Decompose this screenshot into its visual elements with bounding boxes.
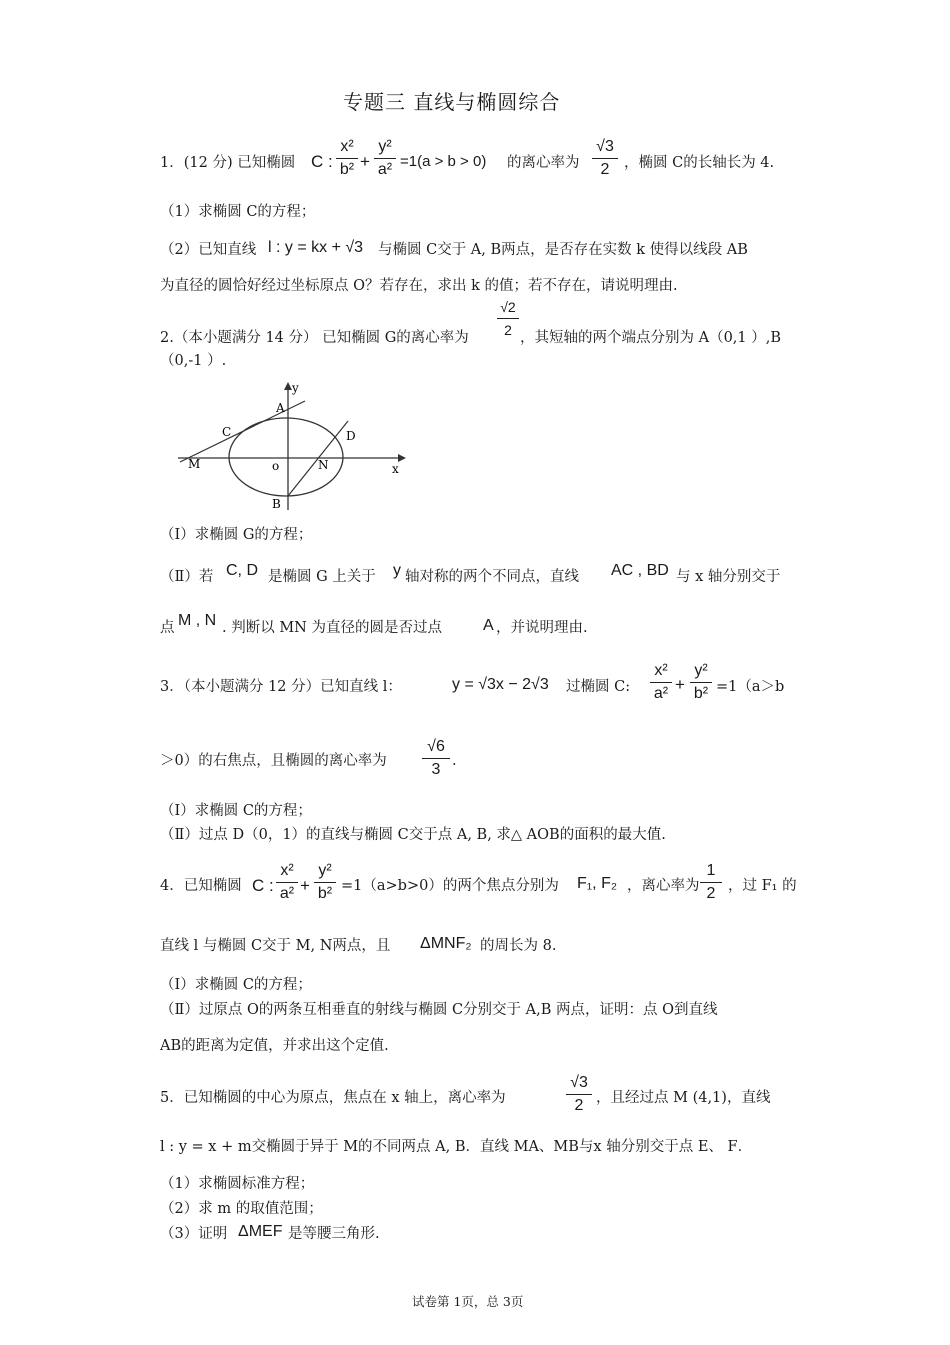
q3-part2: （Ⅱ）过点 D（0，1）的直线与椭圆 C交于点 A, B, 求△ AOB的面积的最大值. (160, 827, 666, 843)
page-title: 专题三 直线与椭圆综合 (343, 90, 561, 114)
q2-lead: 2.（本小题满分 14 分） 已知椭圆 G的离心率为 (160, 330, 469, 346)
label-m: M (188, 457, 201, 471)
q5-part2: （2）求 m 的取值范围； (160, 1201, 323, 1217)
q1-part1: （1）求椭圆 C的方程； (160, 204, 316, 220)
q4-ecc: 1 2 (700, 862, 722, 903)
q3-ecc: √6 3 (422, 738, 450, 779)
q3-part1: （Ⅰ）求椭圆 C的方程； (160, 803, 312, 819)
q1-eq-tail: =1(a > b > 0) (400, 153, 487, 170)
q4-lead: 4．已知椭圆 (160, 878, 242, 894)
label-n: N (318, 458, 329, 472)
q4-part1: （Ⅰ）求椭圆 C的方程； (160, 977, 312, 993)
ellipse-figure (170, 378, 415, 518)
q2-part1: （Ⅰ）求椭圆 G的方程； (160, 527, 313, 543)
y-axis-arrow (284, 382, 292, 390)
q3-line-eq: y = √3x − 2√3 (452, 676, 549, 693)
label-x: x (392, 462, 399, 476)
q2-ecc: √2 2 (497, 298, 519, 339)
label-d: D (346, 429, 356, 443)
q1-eq-c: C : (311, 152, 333, 171)
q1-line-eq: l : y = kx + √3 (268, 239, 364, 256)
x-axis-arrow (398, 454, 406, 462)
q1-frac-x: x² b² (336, 138, 358, 179)
label-y: y (292, 381, 299, 395)
label-o: o (272, 459, 280, 473)
line-ac (180, 401, 305, 462)
q1-ecc: √3 2 (592, 138, 618, 179)
q5-part1: （1）求椭圆标准方程； (160, 1176, 315, 1192)
page-footer: 试卷第 1页，总 3页 (412, 1294, 524, 1309)
q4-part2: （Ⅱ）过原点 O的两条互相垂直的射线与椭圆 C分别交于 A,B 两点，证明：点 O到直线 (160, 1002, 718, 1018)
q3-lead: 3．（本小题满分 12 分）已知直线 l： (160, 679, 402, 695)
label-c: C (222, 425, 232, 439)
q1-lead: 1．(12 分) 已知椭圆 (160, 155, 296, 171)
label-b: B (272, 497, 281, 511)
q5-lead: 5．已知椭圆的中心为原点，焦点在 x 轴上，离心率为 (160, 1090, 506, 1106)
q5-ecc: √3 2 (566, 1074, 592, 1115)
q1-frac-y: y² a² (374, 138, 396, 179)
label-a: A (276, 401, 285, 415)
